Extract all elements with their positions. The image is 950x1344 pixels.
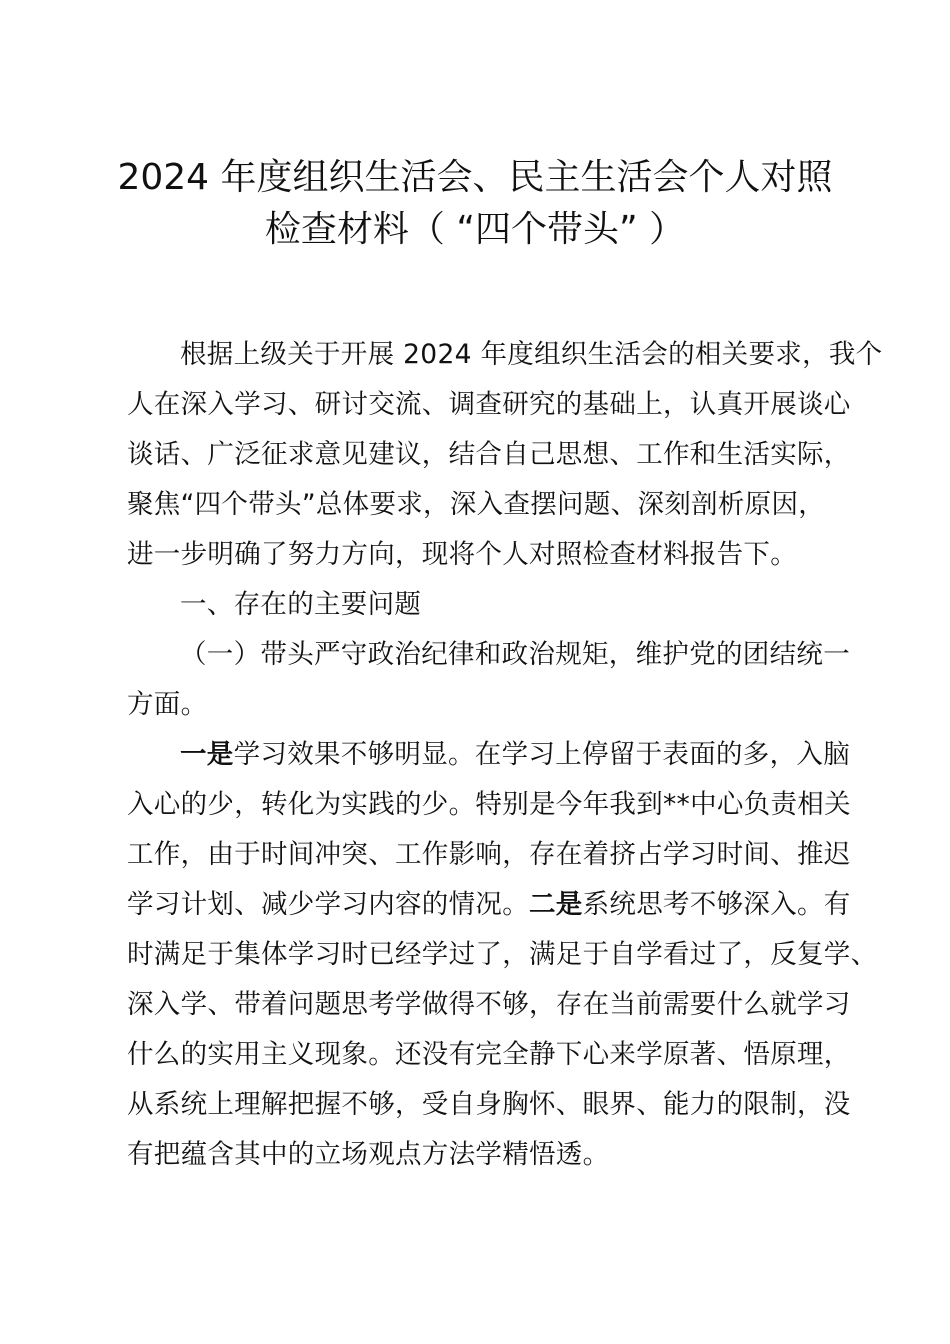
paragraph-line: 深入学、带着问题思考学做得不够，存在当前需要什么就学习 xyxy=(127,989,851,1020)
paragraph-text: 系统思考不够深入。有 xyxy=(582,889,851,920)
paragraph-text: 学习效果不够明显。在学习上停留于表面的多，入脑 xyxy=(233,739,851,770)
paragraph-line: 人在深入学习、研讨交流、调查研究的基础上，认真开展谈心 xyxy=(127,389,851,420)
subsection-heading-line: （一）带头严守政治纪律和政治规矩，维护党的团结统一 xyxy=(180,639,850,670)
paragraph-line: 有把蕴含其中的立场观点方法学精悟透。 xyxy=(127,1139,610,1170)
document-title-line-2: 检查材料（ “四个带头” ） xyxy=(264,209,686,250)
paragraph-line xyxy=(127,730,851,780)
paragraph-line: 聚焦“四个带头”总体要求，深入查摆问题、深刻剖析原因， xyxy=(127,489,826,520)
point-marker-second: 二是 xyxy=(529,889,583,920)
paragraph-text: 学习计划、减少学习内容的情况。 xyxy=(127,889,529,920)
subsection-heading-line: 方面。 xyxy=(127,689,208,720)
paragraph-line: 入心的少，转化为实践的少。特别是今年我到**中心负责相关 xyxy=(127,789,851,820)
document-title-line-1: 2024 年度组织生活会、民主生活会个人对照 xyxy=(117,157,833,198)
paragraph-line xyxy=(127,880,851,930)
paragraph-line: 工作，由于时间冲突、工作影响，存在着挤占学习时间、推迟 xyxy=(127,839,851,870)
section-heading: 一、存在的主要问题 xyxy=(180,589,422,620)
paragraph-line: 时满足于集体学习时已经学过了，满足于自学看过了，反复学、 xyxy=(127,939,878,970)
paragraph-line: 根据上级关于开展 2024 年度组织生活会的相关要求，我个 xyxy=(180,339,883,370)
document-body xyxy=(127,330,883,1180)
paragraph-line: 什么的实用主义现象。还没有完全静下心来学原著、悟原理， xyxy=(127,1039,851,1070)
paragraph-line: 从系统上理解把握不够，受自身胸怀、眼界、能力的限制，没 xyxy=(127,1089,851,1120)
paragraph-line: 进一步明确了努力方向，现将个人对照检查材料报告下。 xyxy=(127,539,797,570)
paragraph-line: 谈话、广泛征求意见建议，结合自己思想、工作和生活实际， xyxy=(127,439,851,470)
point-marker-first: 一是 xyxy=(180,739,234,770)
